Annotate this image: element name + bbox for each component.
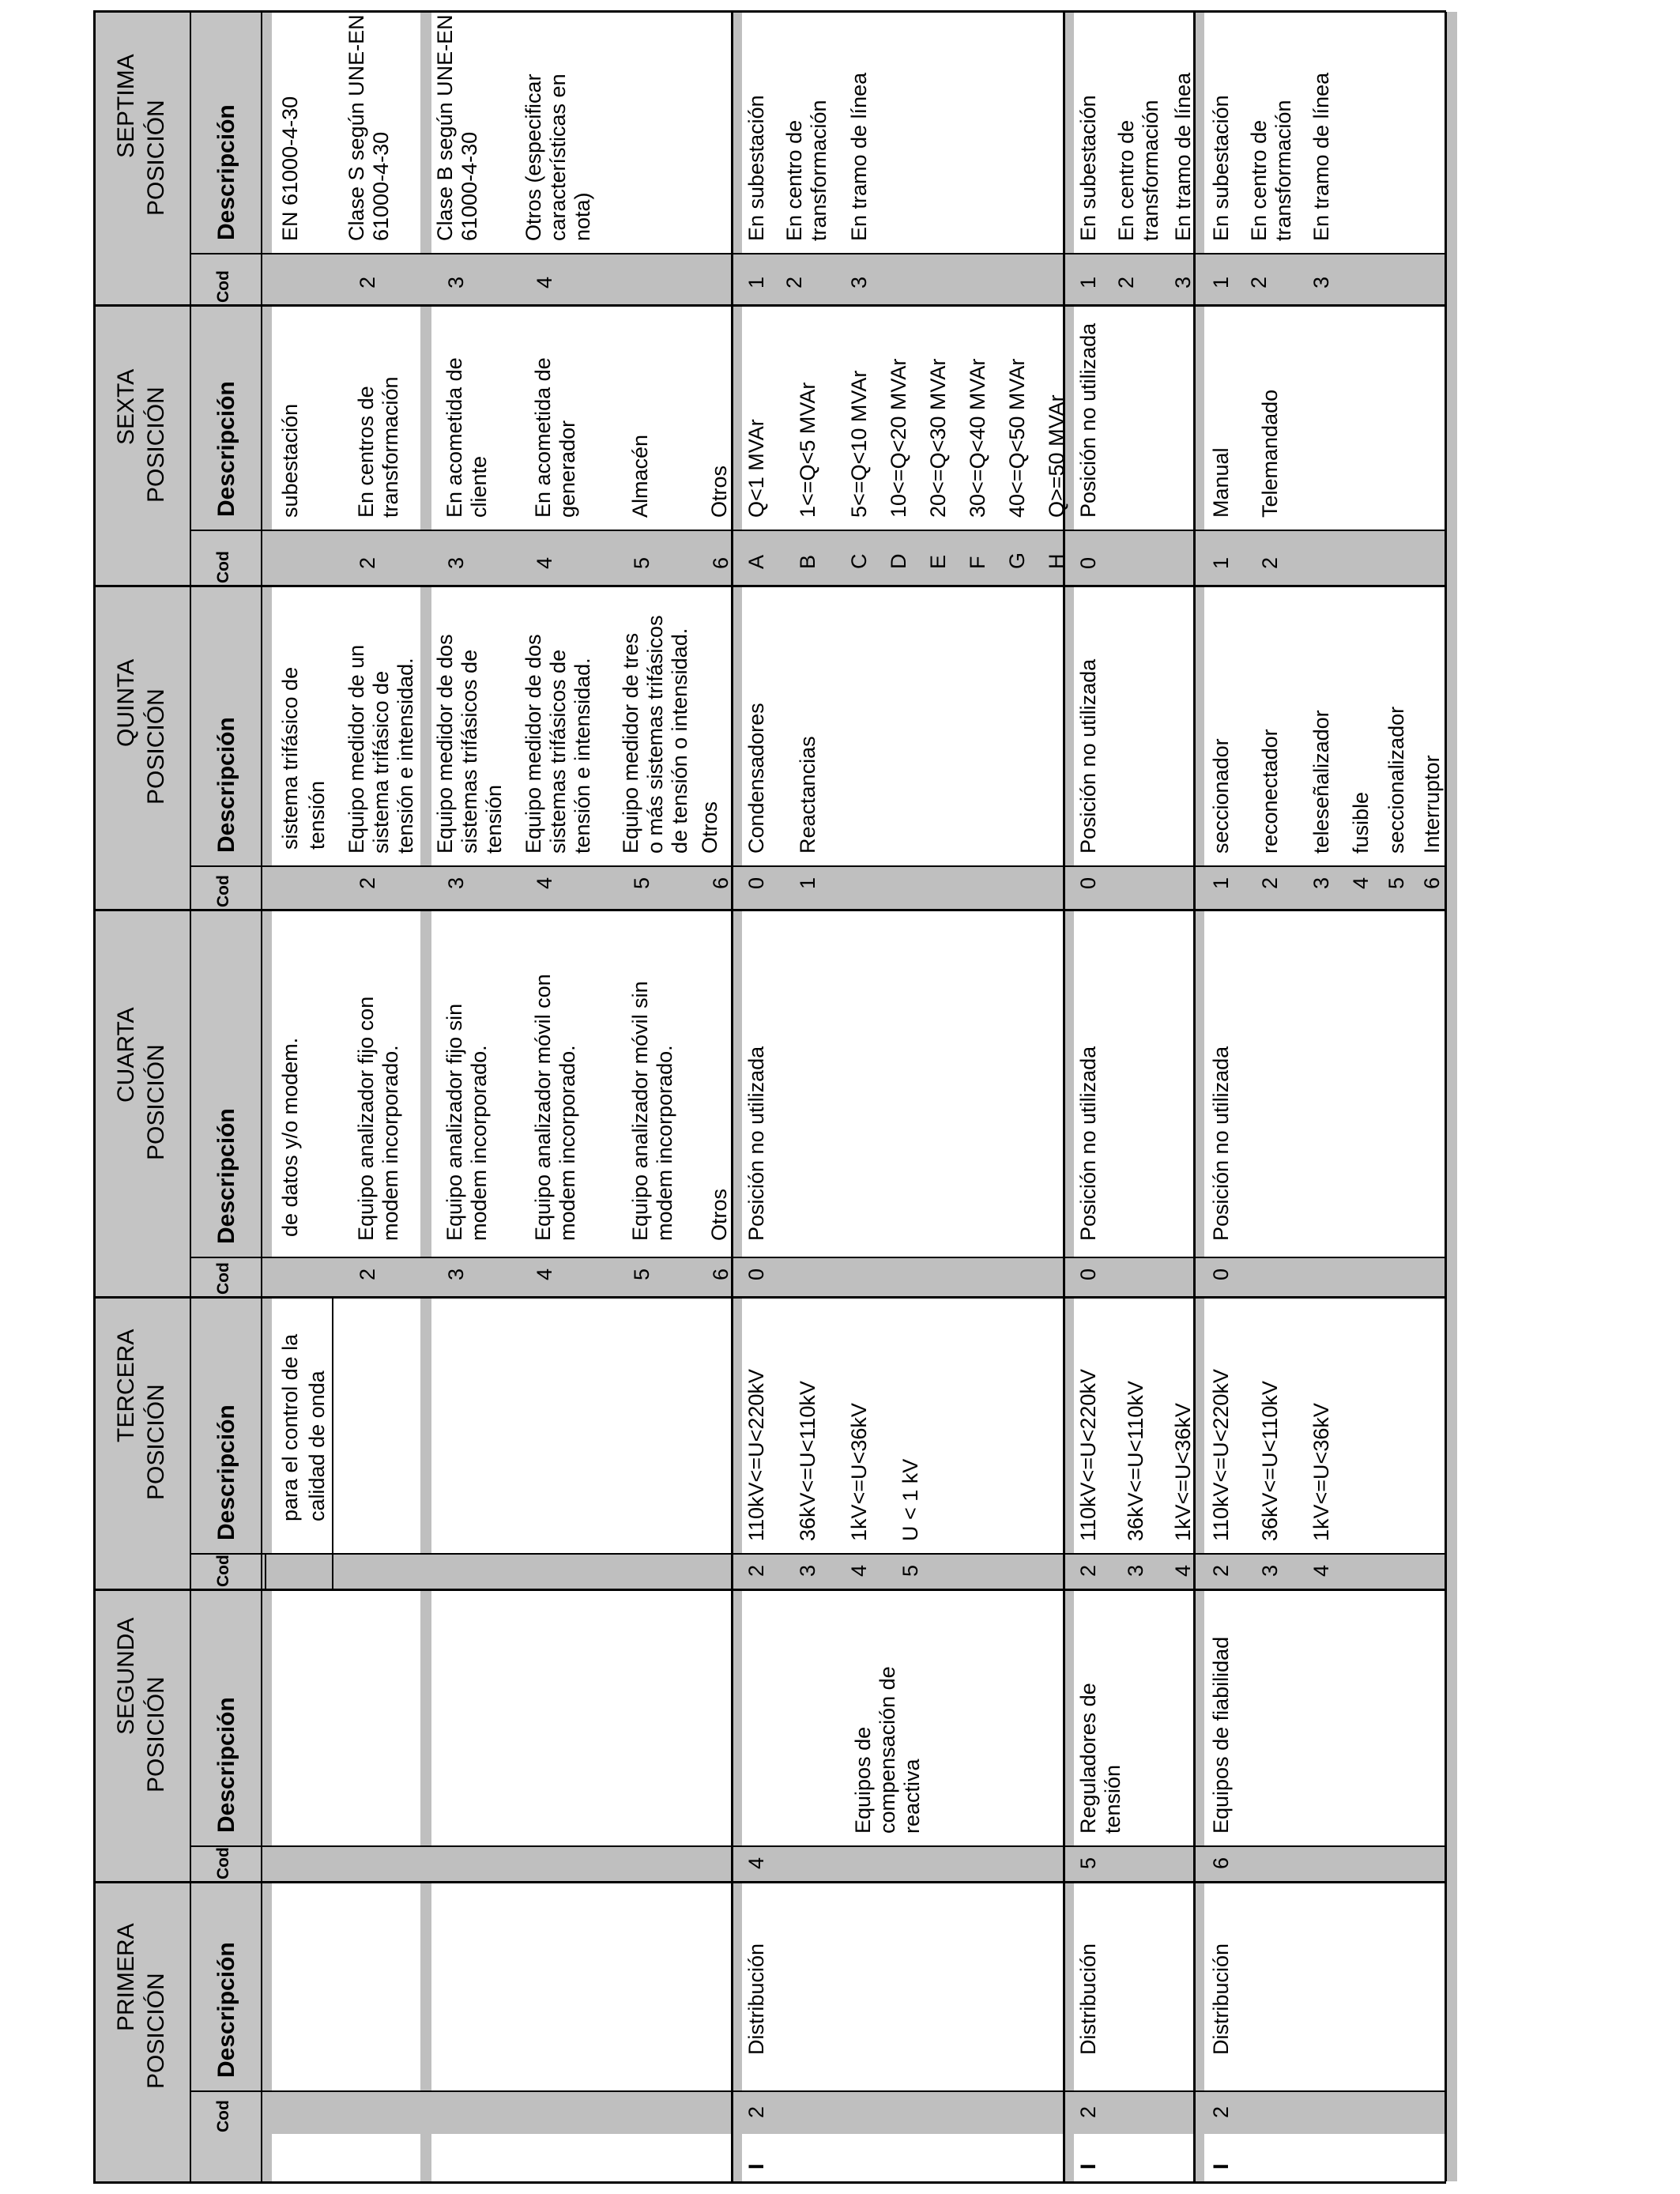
table-rule (190, 865, 1446, 867)
desc-label-tercera: Descripción (213, 1404, 239, 1540)
g2-cuarta-desc: Posición no utilizada (744, 1046, 768, 1241)
g3-primera-code: 2 (1076, 2105, 1100, 2118)
g0-cuarta-desc: de datos y/o modem. (278, 1037, 302, 1237)
g1-quinta-desc: o más sistemas trifásicos (643, 615, 667, 854)
g1-sexta-desc: generador (556, 420, 579, 518)
g4-primera-desc: Distribución (1209, 1943, 1233, 2055)
g1-cuarta-code: 2 (356, 1268, 379, 1280)
table-rule (1193, 12, 1196, 2181)
table-rule (261, 12, 262, 2181)
g1-septima-code: 3 (444, 276, 468, 288)
g4-septima-desc: En centro de (1247, 119, 1271, 241)
g4-segunda-desc: Equipos de fiabilidad (1209, 1636, 1233, 1834)
g1-cuarta-code: 5 (630, 1268, 654, 1280)
desc-label-septima: Descripción (213, 104, 239, 240)
g1-quinta-desc: sistemas trifásicos de (458, 649, 481, 854)
g1-quinta-desc: Equipo medidor de dos (433, 634, 457, 854)
g1-quinta-code: 3 (444, 876, 468, 889)
g1-cuarta-desc: modem incorporado. (653, 1045, 676, 1241)
g1-septima-desc: Otros (especificar (522, 74, 545, 241)
g2-primera-desc: Distribución (744, 1943, 768, 2055)
g1-quinta-code: 2 (356, 876, 379, 889)
g1-cuarta-desc: Equipo analizador móvil sin (628, 981, 652, 1241)
g3-tercera-code: 3 (1124, 1564, 1147, 1577)
g4-septima-desc: En tramo de línea (1309, 72, 1333, 241)
g0-tercera-desc: calidad de onda (305, 1370, 329, 1521)
g2-sexta-desc: Q>=50 MVAr (1045, 394, 1068, 518)
table-rule (731, 12, 733, 2181)
g1-sexta-desc: Almacén (628, 434, 652, 518)
cod-label-tercera: Cod (214, 1555, 232, 1587)
g2-sexta-code: A (744, 554, 768, 569)
g4-quinta-code: 2 (1258, 876, 1282, 889)
g3-tercera-code: 4 (1171, 1564, 1195, 1577)
g3-row-marker: I (1076, 2163, 1100, 2169)
g3-quinta-desc: Posición no utilizada (1076, 658, 1100, 854)
g2-sexta-desc: 10<=Q<20 MVAr (887, 358, 910, 518)
table-rule (190, 1845, 1446, 1847)
g2-septima-code: 2 (782, 276, 806, 288)
header-cuarta-sub: POSICIÓN (143, 1044, 169, 1161)
table-rule (190, 2090, 1446, 2092)
desc-label-cuarta: Descripción (213, 1108, 239, 1244)
cod-label-cuarta: Cod (214, 1262, 232, 1295)
g1-cuarta-desc: modem incorporado. (379, 1045, 402, 1241)
g2-sexta-desc: 20<=Q<30 MVAr (926, 358, 950, 518)
g1-quinta-desc: tensión (482, 784, 506, 854)
header-tercera-sub: POSICIÓN (143, 1384, 169, 1501)
g1-septima-desc: Clase S según UNE-EN (345, 14, 368, 241)
table-rule (93, 1881, 1446, 1883)
g3-primera-desc: Distribución (1076, 1943, 1100, 2055)
table-rule (93, 1296, 1446, 1299)
g1-cuarta-desc: modem incorporado. (556, 1045, 579, 1241)
g2-segunda-code: 4 (744, 1857, 768, 1869)
g3-sexta-desc: Posición no utilizada (1076, 322, 1100, 518)
g1-quinta-desc: sistema trifásico de (369, 670, 393, 854)
table-rule (1063, 12, 1065, 2181)
table-rule (93, 10, 96, 2184)
g1-sexta-code: 3 (444, 556, 468, 569)
g2-sexta-code: E (926, 554, 950, 569)
cod-label-quinta: Cod (214, 875, 232, 907)
g2-septima-desc: En centro de (782, 119, 806, 241)
g2-sexta-code: F (966, 556, 989, 569)
g4-quinta-code: 3 (1309, 876, 1333, 889)
g2-sexta-desc: Q<1 MVAr (744, 419, 768, 518)
g3-tercera-desc: 36kV<=U<110kV (1124, 1381, 1147, 1541)
g2-sexta-desc: 5<=Q<10 MVAr (847, 370, 871, 518)
g1-septima-desc: 61000-4-30 (458, 131, 481, 241)
g2-quinta-code: 0 (744, 876, 768, 889)
g1-cuarta-desc: Equipo analizador móvil con (531, 974, 555, 1241)
g2-septima-desc: En subestación (744, 95, 768, 241)
g1-cuarta-code: 3 (444, 1268, 468, 1280)
g0-tercera-desc: para el control de la (278, 1333, 302, 1521)
table-rule (190, 1257, 1446, 1258)
g3-septima-desc: En tramo de línea (1171, 72, 1195, 241)
g2-sexta-desc: 40<=Q<50 MVAr (1005, 358, 1029, 518)
g4-quinta-desc: Interruptor (1420, 755, 1444, 854)
g2-sexta-desc: 1<=Q<5 MVAr (796, 382, 819, 518)
desc-label-sexta: Descripción (213, 381, 239, 517)
g2-quinta-code: 1 (796, 876, 819, 889)
g1-sexta-code: 4 (533, 556, 556, 569)
g2-sexta-code: H (1045, 553, 1068, 569)
table-rule (332, 1296, 333, 1589)
g0-septima-desc: EN 61000-4-30 (278, 96, 302, 241)
g2-sexta-code: D (887, 553, 910, 569)
g2-tercera-desc: U < 1 kV (898, 1458, 922, 1541)
g2-segunda-desc: Equipos de (851, 1726, 875, 1834)
g4-quinta-desc: seccionador (1209, 738, 1233, 854)
g1-sexta-desc: En acometida de (443, 357, 466, 518)
table-rule (190, 12, 191, 2181)
g4-cuarta-code: 0 (1209, 1268, 1233, 1280)
g1-septima-desc: nota) (571, 192, 594, 241)
g0-sexta-desc: subestación (278, 403, 302, 518)
g4-tercera-desc: 36kV<=U<110kV (1258, 1381, 1282, 1541)
g4-sexta-code: 1 (1209, 556, 1233, 569)
g2-cuarta-code: 0 (744, 1268, 768, 1280)
g0-quinta-desc: tensión (305, 780, 329, 850)
g4-septima-code: 2 (1247, 276, 1271, 288)
g1-sexta-desc: En acometida de (531, 357, 555, 518)
g1-sexta-desc: En centros de (354, 386, 378, 518)
g2-tercera-desc: 110kV<=U<220kV (744, 1369, 768, 1541)
g1-septima-code: 4 (533, 276, 556, 288)
desc-label-primera: Descripción (213, 1942, 239, 2078)
header-primera-sub: POSICIÓN (143, 1973, 169, 2090)
g1-quinta-desc: Otros (698, 801, 721, 854)
g4-quinta-desc: teleseñalizador (1309, 710, 1333, 854)
table-rule (93, 909, 1446, 911)
cod-label-segunda: Cod (214, 1847, 232, 1879)
row-separator-shade (420, 12, 431, 2181)
g3-septima-code: 1 (1076, 276, 1100, 288)
g1-quinta-desc: de tensión o intensidad. (668, 628, 691, 854)
g3-septima-code: 2 (1114, 276, 1138, 288)
g1-sexta-code: 6 (709, 556, 733, 569)
g1-sexta-desc: cliente (467, 455, 491, 518)
g4-quinta-desc: fusible (1349, 791, 1373, 854)
g2-tercera-desc: 1kV<=U<36kV (847, 1403, 871, 1541)
g4-septima-code: 3 (1309, 276, 1333, 288)
g2-segunda-desc: reactiva (900, 1759, 924, 1834)
g1-cuarta-code: 6 (709, 1268, 733, 1280)
g1-septima-desc: Clase B según UNE-EN (433, 14, 457, 241)
g4-septima-desc: En subestación (1209, 95, 1233, 241)
g3-septima-desc: En subestación (1076, 95, 1100, 241)
row-separator-shade (1446, 12, 1457, 2181)
desc-label-quinta: Descripción (213, 717, 239, 853)
g3-tercera-code: 2 (1076, 1564, 1100, 1577)
g1-quinta-desc: tensión e intensidad. (571, 658, 594, 854)
g3-segunda-code: 5 (1076, 1857, 1100, 1869)
g3-sexta-code: 0 (1076, 556, 1100, 569)
header-segunda-sub: POSICIÓN (143, 1676, 169, 1793)
g2-segunda-desc: compensación de (876, 1666, 899, 1834)
g1-septima-desc: características en (546, 74, 570, 241)
g2-sexta-code: B (796, 554, 819, 569)
g4-septima-desc: transformación (1271, 100, 1295, 241)
g1-quinta-desc: Equipo medidor de dos (522, 634, 545, 854)
cod-label-primera: Cod (214, 2100, 232, 2132)
g4-quinta-desc: reconectador (1258, 729, 1282, 854)
header-septima-sub: POSICIÓN (143, 100, 169, 217)
g4-quinta-code: 6 (1420, 876, 1444, 889)
table-rule (93, 10, 1446, 13)
g4-primera-code: 2 (1209, 2105, 1233, 2118)
cod-label-sexta: Cod (214, 551, 232, 583)
g2-septima-code: 1 (744, 276, 768, 288)
cod-column-shade (190, 2090, 1446, 2134)
g3-septima-desc: En centro de (1114, 119, 1138, 241)
g1-septima-desc: 61000-4-30 (369, 131, 393, 241)
g4-quinta-code: 5 (1384, 876, 1408, 889)
g1-quinta-desc: sistemas trifásicos de (546, 649, 570, 854)
g2-sexta-code: G (1005, 552, 1029, 569)
g2-septima-desc: En tramo de línea (847, 72, 871, 241)
g2-septima-code: 3 (847, 276, 871, 288)
g4-segunda-code: 6 (1209, 1857, 1233, 1869)
g3-septima-desc: transformación (1139, 100, 1162, 241)
table-rule (93, 1589, 1446, 1591)
desc-label-segunda: Descripción (213, 1697, 239, 1833)
g3-segunda-desc: Reguladores de (1076, 1683, 1100, 1834)
g2-sexta-code: C (847, 553, 871, 569)
g4-septima-code: 1 (1209, 276, 1233, 288)
g4-sexta-code: 2 (1258, 556, 1282, 569)
g2-tercera-code: 4 (847, 1564, 871, 1577)
g4-tercera-desc: 110kV<=U<220kV (1209, 1369, 1233, 1541)
g2-tercera-code: 2 (744, 1564, 768, 1577)
g4-tercera-code: 3 (1258, 1564, 1282, 1577)
g4-cuarta-desc: Posición no utilizada (1209, 1046, 1233, 1241)
g1-cuarta-desc: Equipo analizador fijo sin (443, 1003, 466, 1241)
g2-quinta-desc: Reactancias (796, 736, 819, 854)
g1-cuarta-code: 4 (533, 1268, 556, 1280)
g3-septima-code: 3 (1171, 276, 1195, 288)
cod-label-septima: Cod (214, 270, 232, 303)
g0-quinta-desc: sistema trifásico de (278, 666, 302, 850)
header-sexta-sub: POSICIÓN (143, 386, 169, 503)
g1-sexta-desc: transformación (379, 376, 402, 518)
g3-cuarta-code: 0 (1076, 1268, 1100, 1280)
table-rule (190, 530, 1446, 531)
g1-quinta-code: 6 (709, 876, 733, 889)
g2-primera-code: 2 (744, 2105, 768, 2118)
g1-sexta-code: 5 (630, 556, 654, 569)
g2-tercera-desc: 36kV<=U<110kV (796, 1381, 819, 1541)
g2-tercera-code: 5 (898, 1564, 922, 1577)
g1-sexta-code: 2 (356, 556, 379, 569)
table-rule (190, 1553, 1446, 1555)
table-rule (93, 2181, 1446, 2184)
g1-cuarta-desc: Equipo analizador fijo con (354, 996, 378, 1241)
g3-tercera-desc: 110kV<=U<220kV (1076, 1369, 1100, 1541)
g4-sexta-desc: Telemandado (1258, 389, 1282, 518)
g4-quinta-code: 4 (1349, 876, 1373, 889)
table-rule (1445, 12, 1447, 2181)
g4-tercera-code: 2 (1209, 1564, 1233, 1577)
table-rule (93, 585, 1446, 587)
g4-quinta-code: 1 (1209, 876, 1233, 889)
g2-tercera-code: 3 (796, 1564, 819, 1577)
row-separator-shade (261, 12, 272, 2181)
g1-septima-code: 2 (356, 276, 379, 288)
g3-segunda-desc: tensión (1101, 1764, 1124, 1834)
cod-column-shade (190, 1845, 1446, 1881)
g4-tercera-code: 4 (1309, 1564, 1333, 1577)
table-rule (190, 253, 1446, 254)
g1-cuarta-desc: Otros (707, 1188, 731, 1241)
g1-quinta-desc: Equipo medidor de un (345, 644, 368, 854)
g4-tercera-desc: 1kV<=U<36kV (1309, 1403, 1333, 1541)
g4-row-marker: I (1209, 2163, 1233, 2169)
g2-sexta-desc: 30<=Q<40 MVAr (966, 358, 989, 518)
header-quinta-sub: POSICIÓN (143, 688, 169, 805)
g1-quinta-code: 5 (630, 876, 654, 889)
g1-cuarta-desc: modem incorporado. (467, 1045, 491, 1241)
g4-quinta-desc: seccionalizador (1384, 706, 1408, 854)
table-rule (265, 1553, 266, 1589)
g2-row-marker: I (744, 2163, 768, 2169)
g4-sexta-desc: Manual (1209, 447, 1233, 518)
g3-tercera-desc: 1kV<=U<36kV (1171, 1403, 1195, 1541)
g2-quinta-desc: Condensadores (744, 703, 768, 854)
g2-septima-desc: transformación (807, 100, 831, 241)
g1-quinta-code: 4 (533, 876, 556, 889)
g3-cuarta-desc: Posición no utilizada (1076, 1046, 1100, 1241)
g1-quinta-desc: tensión e intensidad. (394, 658, 417, 854)
g3-quinta-code: 0 (1076, 876, 1100, 889)
g1-sexta-desc: Otros (707, 465, 731, 518)
g1-quinta-desc: Equipo medidor de tres (619, 632, 642, 854)
table-rule (93, 304, 1446, 307)
